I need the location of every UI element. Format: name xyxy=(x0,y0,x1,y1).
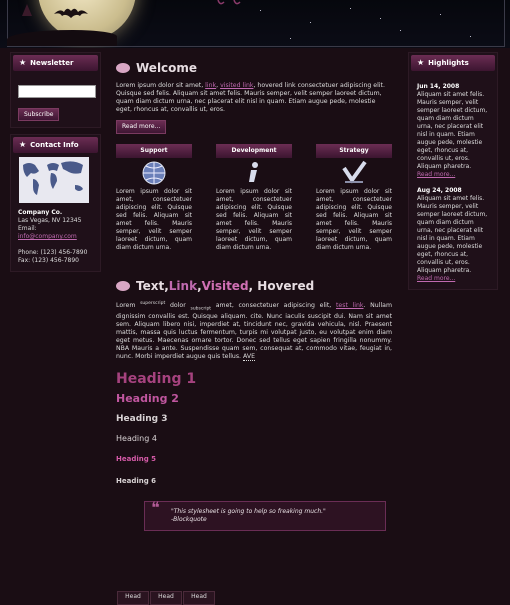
email-link[interactable]: info@company.com xyxy=(18,233,77,240)
decor-swirl-icon xyxy=(216,0,242,8)
feature-title-bar: Support xyxy=(116,144,192,158)
heading-2: Heading 2 xyxy=(116,392,179,406)
highlight-text: Aliquam sit amet felis. Mauris semper, velit semper laoreet dictum, quam diam dictum urna, nec placerat elit nisl in quam. Etiam augue pede, molestie eget, rhoncus at, convallis ut, eros. Aliquam pharetra. xyxy=(417,91,488,170)
welcome-title: Welcome xyxy=(136,61,198,75)
company-name: Company Co. xyxy=(18,209,63,216)
feature-text: Lorem ipsum dolor sit amet, consectetuer adipiscing elit. Quisque sed felis. Aliquam sit amet felis. Mauris semper, velit semper laoreet dictum, quam diam dictum urna. xyxy=(216,188,292,251)
heading-3: Heading 3 xyxy=(116,414,168,425)
feature-text: Lorem ipsum dolor sit amet, consectetuer adipiscing elit. Quisque sed felis. Aliquam sit amet felis. Mauris semper, velit semper laoreet dictum, quam diam dictum urna. xyxy=(316,188,392,251)
heading-6: Heading 6 xyxy=(116,477,157,486)
highlights-box xyxy=(408,52,498,290)
highlights-list xyxy=(409,73,497,283)
highlight-item xyxy=(417,187,491,283)
phone-number: Phone: (123) 456-7890 xyxy=(18,249,88,256)
text-paragraph: Lorem $^{superscript}$ dolor $_{subscript}$ amet, consectetuer adipiscing elit, test link. Nullam dignissim convallis est. Quisque aliquam. cite. Nunc iaculis suscipit dui. Nam sit amet sem. Aliquam libero nisi, imperdiet at, tincidunt nec, gravida vehicula, nisl. Praesent mattis, massa quis luctus fermentum, turpis mi volutpat justo, eu volutpat enim diam eget metus. Maecenas ornare tortor. Donec sed tellus eget sapien fringilla nonummy. NBA Mauris a ante. Suspendisse quam sem, consequat at, commodo vitae, feugiat in, nunc. Morbi imperdiet augue quis tellus. AVE xyxy=(116,301,392,361)
test-link[interactable]: test link xyxy=(335,302,364,310)
feature-columns xyxy=(116,144,392,252)
contact-details xyxy=(11,203,100,271)
right-sidebar xyxy=(408,52,498,290)
highlights-title-bar xyxy=(411,55,495,71)
welcome-paragraph: Lorem ipsum dolor sit amet, link, visited link, hovered link consectetuer adipiscing elit. Quisque sed felis. Aliquam sit amet felis. Mauris semper, velit semper laoreet dictum, quam diam dictum urna, nec placerat elit nisl in quam. Etiam augue pede, molestie eget, rhoncus at, convallis ut, eros. xyxy=(116,82,385,113)
speech-bubble-icon xyxy=(116,63,130,73)
visited-link[interactable]: visited link xyxy=(220,82,254,89)
table-header-cell: Head xyxy=(150,591,182,605)
text-heading: Text, Link , Visited , Hovered xyxy=(116,278,392,294)
site-header xyxy=(0,0,510,48)
quote-mark-icon: ❝ xyxy=(151,498,160,518)
welcome-heading xyxy=(116,60,392,76)
newsletter-email-input[interactable] xyxy=(18,85,96,98)
highlight-date: Aug 24, 2008 xyxy=(417,187,462,194)
newsletter-title-bar xyxy=(13,55,98,71)
heading-4: Heading 4 xyxy=(116,434,157,444)
star-icon: ★ xyxy=(19,140,27,149)
blockquote-text: "This stylesheet is going to help so freaking much." xyxy=(171,508,326,516)
highlight-date: Jun 14, 2008 xyxy=(417,83,460,90)
heading-5: Heading 5 xyxy=(116,455,157,464)
contact-title: Contact Info xyxy=(30,141,79,149)
speech-bubble-icon xyxy=(116,281,130,291)
world-map-icon xyxy=(19,157,89,203)
table-header-row xyxy=(117,591,216,605)
superscript-text: superscript xyxy=(140,301,166,306)
feature-development xyxy=(216,144,292,252)
globe-icon xyxy=(116,158,192,188)
table-header-cell: Head xyxy=(117,591,149,605)
sample-link[interactable]: link xyxy=(205,82,217,89)
highlight-text: Aliquam sit amet felis. Mauris semper, velit semper laoreet dictum, quam diam dictum urna, nec placerat elit nisl in quam. Etiam augue pede, molestie eget, rhoncus at, convallis ut, eros. Aliquam pharetra. xyxy=(417,195,488,274)
witch-icon xyxy=(18,2,36,18)
feature-support xyxy=(116,144,192,252)
contact-title-bar xyxy=(13,137,98,153)
blockquote xyxy=(144,498,386,531)
title-link[interactable]: Link xyxy=(168,279,198,293)
blockquote-cite: -Blockquote xyxy=(171,516,207,524)
newsletter-title: Newsletter xyxy=(30,59,74,67)
abbr-ave: AVE xyxy=(243,353,255,361)
highlights-title: Highlights xyxy=(428,59,469,67)
email-label: Email: xyxy=(18,225,37,232)
read-more-button[interactable]: Read more... xyxy=(116,120,166,134)
highlight-read-more-link[interactable]: Read more... xyxy=(417,171,456,178)
feature-title-bar: Development xyxy=(216,144,292,158)
star-icon: ★ xyxy=(19,58,27,67)
subscribe-button[interactable]: Subscribe xyxy=(18,108,59,121)
table-header-cell: Head xyxy=(183,591,215,605)
subscript-text: subscript xyxy=(190,306,212,312)
info-icon xyxy=(216,158,292,188)
left-sidebar xyxy=(10,52,101,278)
feature-title-bar: Strategy xyxy=(316,144,392,158)
feature-strategy xyxy=(316,144,392,252)
highlight-item xyxy=(417,83,491,179)
hill-silhouette xyxy=(7,30,117,46)
contact-info-box xyxy=(10,134,101,272)
feature-text: Lorem ipsum dolor sit amet, consectetuer adipiscing elit. Quisque sed felis. Aliquam sit amet felis. Mauris semper, velit semper laoreet dictum, quam diam dictum urna. xyxy=(116,188,192,251)
star-icon: ★ xyxy=(417,58,425,67)
title-visited[interactable]: Visited xyxy=(201,279,249,293)
heading-1: Heading 1 xyxy=(116,371,197,388)
company-city: Las Vegas, NV 12345 xyxy=(18,217,82,224)
main-content xyxy=(116,60,392,531)
checkmark-icon xyxy=(316,158,392,188)
newsletter-box xyxy=(10,52,101,128)
bat-icon xyxy=(54,6,88,22)
highlight-read-more-link[interactable]: Read more... xyxy=(417,275,456,282)
fax-number: Fax: (123) 456-7890 xyxy=(18,257,79,264)
